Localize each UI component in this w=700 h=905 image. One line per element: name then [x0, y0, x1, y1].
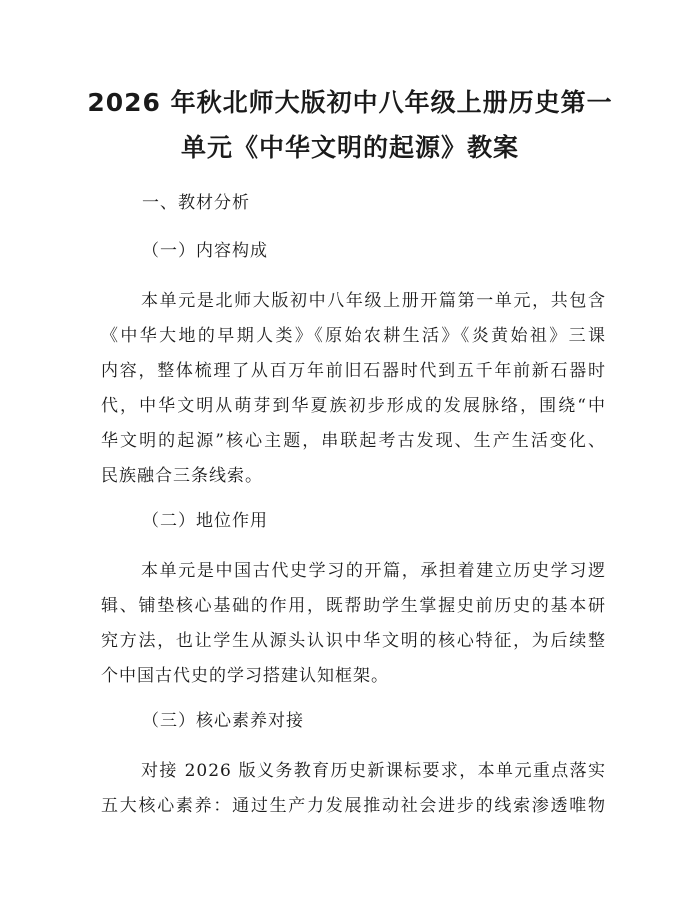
document-title-line-1: 2026 年秋北师大版初中八年级上册历史第一 — [87, 88, 613, 117]
paragraph-line: 本单元是中国古代史学习的开篇，承担着建立历史学习逻 — [141, 561, 606, 581]
paragraph-line: 代，中华文明从萌芽到华夏族初步形成的发展脉络，围绕“中 — [101, 396, 606, 416]
document-title-line-2: 单元《中华文明的起源》教案 — [180, 133, 519, 162]
paragraph-line: 辑、铺垫核心基础的作用，既帮助学生掌握史前历史的基本研 — [101, 596, 606, 616]
paragraph-core-competencies — [101, 754, 606, 824]
paragraph-content-composition — [101, 284, 606, 494]
paragraph-line: 内容，整体梳理了从百万年前旧石器时代到五千年前新石器时 — [101, 361, 606, 381]
paragraph-line: 《中华大地的早期人类》《原始农耕生活》《炎黄始祖》三课 — [101, 326, 606, 346]
subsection-heading-core-competencies: （三）核心素养对接 — [142, 711, 304, 731]
subsection-heading-content: （一）内容构成 — [142, 241, 268, 261]
paragraph-line: 对接 2026 版义务教育历史新课标要求，本单元重点落实 — [141, 761, 606, 781]
paragraph-line: 民族融合三条线索。 — [101, 466, 263, 486]
paragraph-line: 华文明的起源”核心主题，串联起考古发现、生产生活变化、 — [101, 431, 606, 451]
section-heading-textbook-analysis: 一、教材分析 — [142, 193, 250, 213]
paragraph-line: 本单元是北师大版初中八年级上册开篇第一单元，共包含 — [141, 291, 606, 311]
paragraph-role — [101, 554, 606, 694]
paragraph-line: 五大核心素养：通过生产力发展推动社会进步的线索渗透唯物 — [101, 796, 606, 816]
paragraph-line: 个中国古代史的学习搭建认知框架。 — [101, 666, 389, 686]
paragraph-line: 究方法，也让学生从源头认识中华文明的核心特征，为后续整 — [101, 631, 606, 651]
subsection-heading-role: （二）地位作用 — [142, 511, 268, 531]
